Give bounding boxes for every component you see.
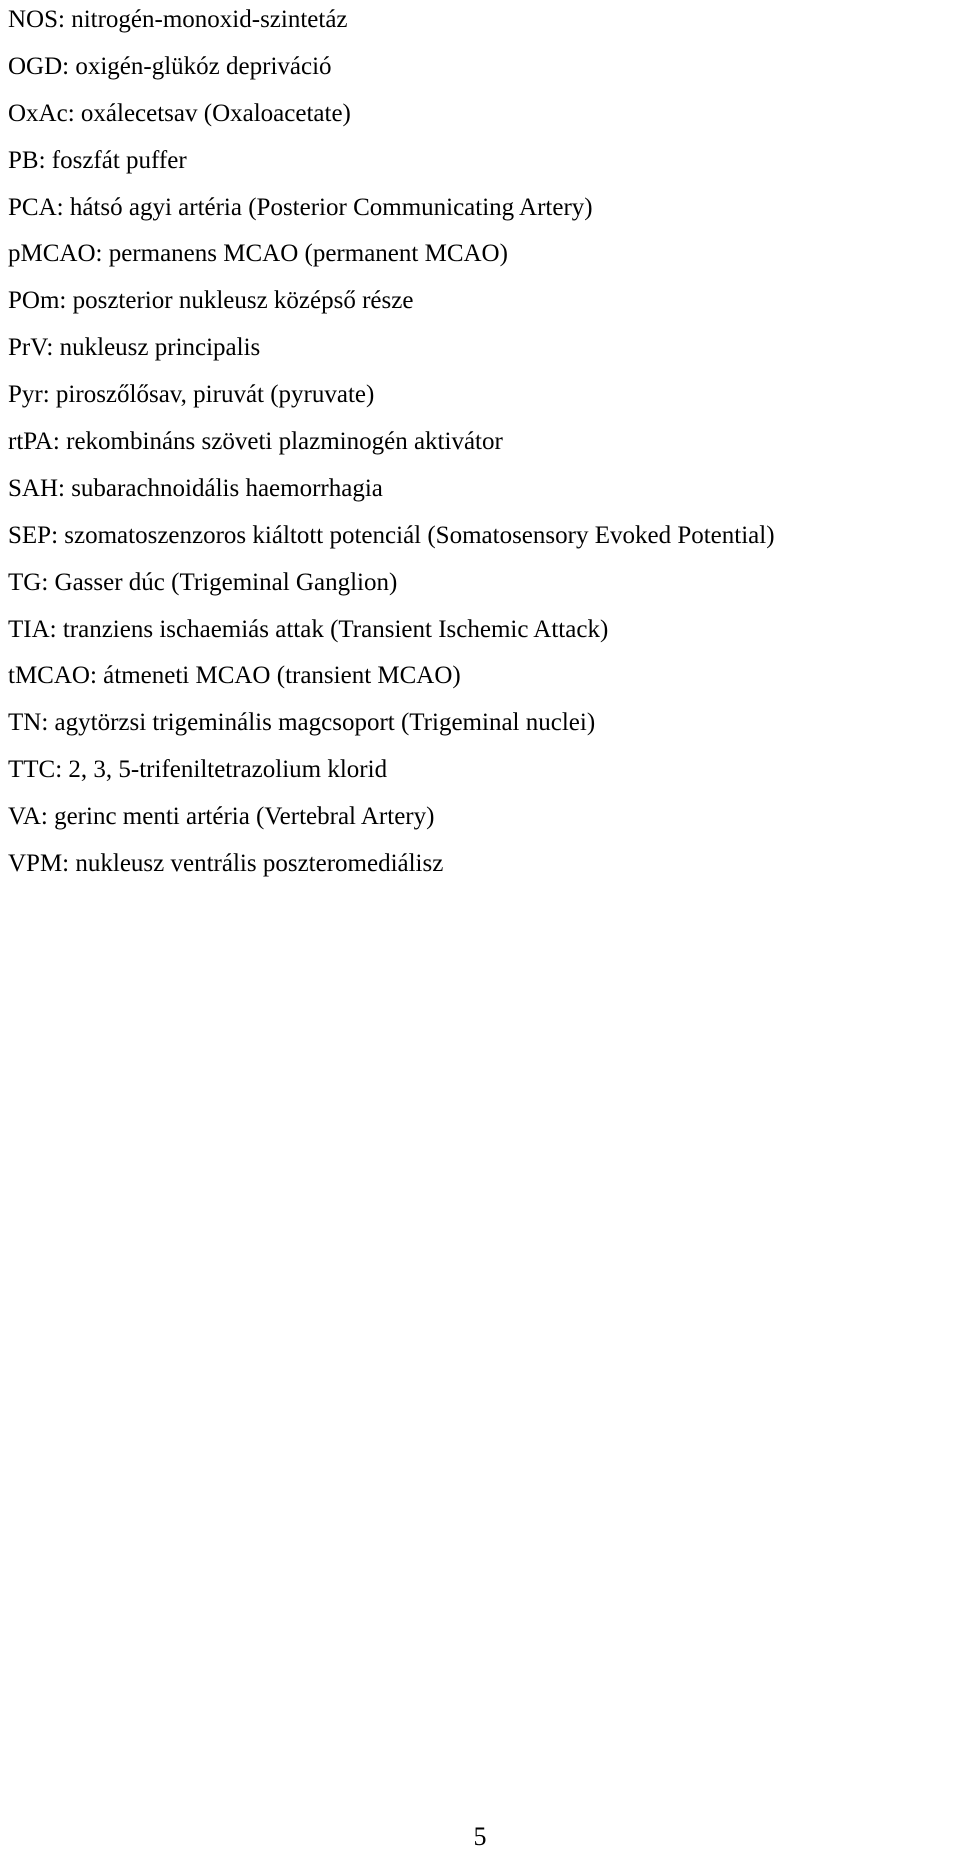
page-number: 5	[473, 1822, 487, 1851]
abbreviation-entry: OxAc: oxálecetsav (Oxaloacetate)	[8, 99, 351, 127]
abbreviation-entry: TIA: tranziens ischaemiás attak (Transient Ischemic Attack)	[8, 615, 609, 643]
abbreviation-entry: tMCAO: átmeneti MCAO (transient MCAO)	[8, 662, 461, 690]
abbreviation-entry: PB: foszfát puffer	[8, 146, 187, 174]
abbreviation-entry: NOS: nitrogén-monoxid-szintetáz	[8, 6, 348, 33]
abbreviation-entry: Pyr: piroszőlősav, piruvát (pyruvate)	[8, 381, 375, 409]
abbreviation-entry: VPM: nukleusz ventrális poszteromediálisz	[8, 850, 444, 878]
abbreviation-entry: VA: gerinc menti artéria (Vertebral Artery)	[8, 803, 435, 831]
abbreviation-entry: PrV: nukleusz principalis	[8, 334, 261, 362]
abbreviation-entry: OGD: oxigén-glükóz depriváció	[8, 52, 332, 80]
abbreviation-entry: TN: agytörzsi trigeminális magcsoport (Trigeminal nuclei)	[8, 709, 596, 737]
abbreviation-entry: SEP: szomatoszenzoros kiáltott potenciál (Somatosensory Evoked Potential)	[8, 521, 775, 549]
abbreviation-list	[8, 0, 775, 898]
abbreviation-entry: pMCAO: permanens MCAO (permanent MCAO)	[8, 240, 508, 268]
abbreviation-entry: rtPA: rekombináns szöveti plazminogén aktivátor	[8, 428, 503, 456]
abbreviation-entry: SAH: subarachnoidális haemorrhagia	[8, 474, 383, 502]
abbreviation-entry: TTC: 2, 3, 5-trifeniltetrazolium klorid	[8, 756, 388, 784]
abbreviation-entry: TG: Gasser dúc (Trigeminal Ganglion)	[8, 568, 398, 596]
abbreviation-entry: PCA: hátsó agyi artéria (Posterior Communicating Artery)	[8, 193, 593, 221]
abbreviation-entry: POm: poszterior nukleusz középső része	[8, 287, 414, 315]
